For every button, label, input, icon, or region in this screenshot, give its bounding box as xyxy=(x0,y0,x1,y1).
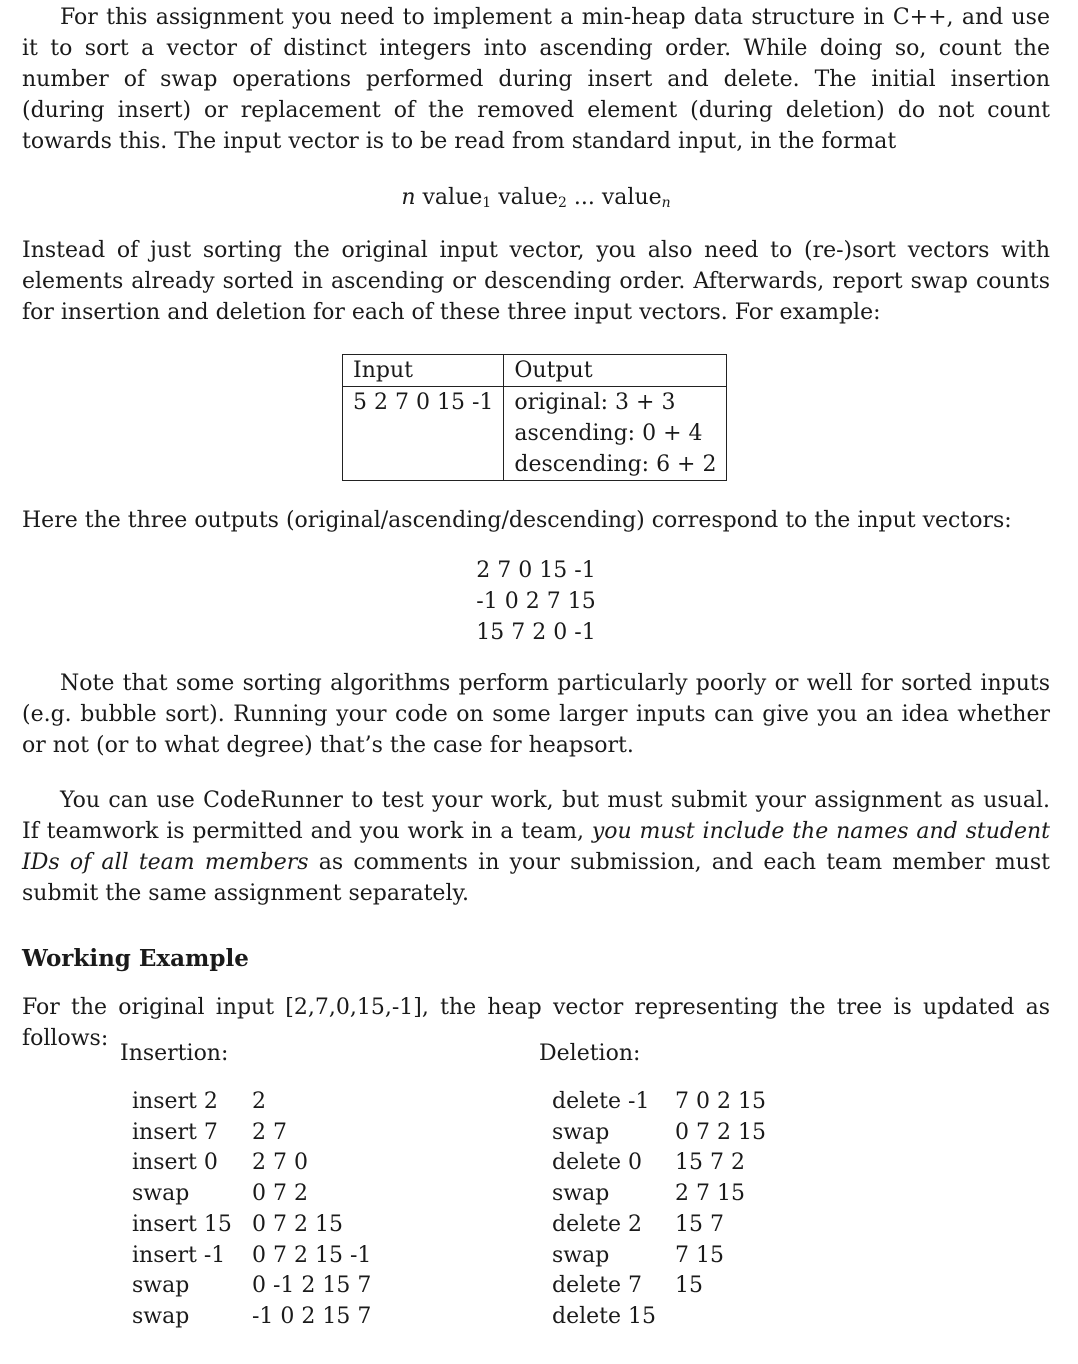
step-op: insert 0 xyxy=(132,1150,218,1176)
step-heap: 0 7 2 xyxy=(252,1181,308,1207)
formula-n: n xyxy=(401,185,416,210)
formula-dots: ... xyxy=(573,185,595,210)
step-heap: 7 15 xyxy=(675,1242,724,1268)
input-header: Input xyxy=(343,355,504,387)
output-original: original: 3 + 3 xyxy=(514,390,676,415)
step-heap: 0 7 2 15 xyxy=(252,1211,343,1237)
insertion-step xyxy=(132,1087,371,1118)
step-heap: 2 xyxy=(252,1089,266,1114)
step-heap: 0 -1 2 15 7 xyxy=(252,1273,372,1299)
formula-value1: value xyxy=(422,185,483,210)
sorted-inputs-paragraph: Instead of just sorting the original input vector, you also need to (re-)sort vectors with elements already sorted in ascending or descending order. Afterwards, report swap counts for insertion and deletion for each of these three input vectors. For example: xyxy=(22,238,1050,325)
input-cell: 5 2 7 0 15 -1 xyxy=(343,387,504,481)
step-heap: 15 xyxy=(675,1273,703,1299)
step-heap: 15 7 2 xyxy=(675,1150,745,1176)
insertion-title: Insertion: xyxy=(120,1041,229,1066)
io-example-table xyxy=(342,354,727,481)
formula-sub1: 1 xyxy=(482,195,492,211)
deletion-step xyxy=(552,1210,766,1241)
output-cell xyxy=(504,387,727,481)
submission-paragraph xyxy=(22,785,1050,909)
insertion-step xyxy=(132,1118,371,1149)
step-heap xyxy=(675,1302,766,1333)
step-op: delete 2 xyxy=(552,1211,643,1237)
working-example-heading: Working Example xyxy=(22,945,249,972)
step-heap: -1 0 2 15 7 xyxy=(252,1303,372,1329)
step-op: swap xyxy=(552,1119,610,1145)
deletion-steps-table xyxy=(552,1087,766,1333)
output-header: Output xyxy=(504,355,727,387)
insertion-step xyxy=(132,1241,371,1272)
formula-valuen: value xyxy=(601,185,662,210)
vector-ascending: -1 0 2 7 15 xyxy=(476,589,596,614)
deletion-step xyxy=(552,1241,766,1272)
output-ascending: ascending: 0 + 4 xyxy=(514,421,703,446)
step-op: delete 7 xyxy=(552,1273,643,1299)
step-heap: 2 7 xyxy=(252,1119,287,1145)
step-op: swap xyxy=(132,1273,190,1299)
insertion-step xyxy=(132,1179,371,1210)
vector-descending: 15 7 2 0 -1 xyxy=(476,620,596,645)
deletion-step xyxy=(552,1148,766,1179)
formula-sub2: 2 xyxy=(557,195,567,211)
step-op: insert 2 xyxy=(132,1089,218,1114)
deletion-step xyxy=(552,1087,766,1118)
deletion-title: Deletion: xyxy=(539,1041,641,1066)
deletion-step xyxy=(552,1302,766,1333)
step-op: insert -1 xyxy=(132,1242,226,1268)
step-op: swap xyxy=(132,1303,190,1329)
vector-original: 2 7 0 15 -1 xyxy=(476,558,596,583)
deletion-step xyxy=(552,1118,766,1149)
step-op: swap xyxy=(552,1181,610,1207)
submission-emphasis: you must include the names and student IDs of all team members xyxy=(22,819,1050,875)
insertion-step xyxy=(132,1302,371,1333)
submission-text-before: You can use CodeRunner to test your work, but must submit your assignment as usual. If teamwork is permitted and you work in a team, xyxy=(22,788,1050,844)
formula-value2: value xyxy=(498,185,558,210)
formula-subn: n xyxy=(661,195,671,211)
step-heap: 0 7 2 15 xyxy=(675,1119,766,1145)
outputs-correspond-paragraph: Here the three outputs (original/ascending/descending) correspond to the input vectors: xyxy=(22,508,1012,533)
step-op: swap xyxy=(132,1181,190,1207)
step-heap: 7 0 2 15 xyxy=(675,1089,766,1114)
insertion-steps-table xyxy=(132,1087,371,1333)
deletion-step xyxy=(552,1271,766,1302)
deletion-step xyxy=(552,1179,766,1210)
insertion-step xyxy=(132,1271,371,1302)
step-op: insert 15 xyxy=(132,1211,232,1237)
insertion-step xyxy=(132,1210,371,1241)
step-heap: 0 7 2 15 -1 xyxy=(252,1242,372,1268)
step-op: insert 7 xyxy=(132,1119,218,1145)
step-op: swap xyxy=(552,1242,610,1268)
step-heap: 15 7 xyxy=(675,1211,724,1237)
input-vectors xyxy=(22,555,1050,648)
output-descending: descending: 6 + 2 xyxy=(514,452,717,477)
note-paragraph: Note that some sorting algorithms perform particularly poorly or well for sorted inputs (e.g. bubble sort). Running your code on some larger inputs can give you an idea whether or not (or to what degree) that’s the case for heapsort. xyxy=(22,671,1050,758)
working-example-intro: For the original input [2,7,0,15,-1], the heap vector representing the tree is updated as follows: xyxy=(22,995,1050,1051)
step-heap: 2 7 15 xyxy=(675,1181,745,1207)
step-heap: 2 7 0 xyxy=(252,1150,308,1176)
intro-paragraph: For this assignment you need to implement a min-heap data structure in C++, and use it to sort a vector of distinct integers into ascending order. While doing so, count the number of swap operations performed during insert and delete. The initial insertion (during insert) or replacement of the removed element (during deletion) do not count towards this. The input vector is to be read from standard input, in the format xyxy=(22,5,1050,154)
step-op: delete -1 xyxy=(552,1089,650,1114)
step-op: delete 15 xyxy=(552,1303,657,1329)
input-format-formula xyxy=(22,182,1050,219)
submission-text-after: as comments in your submission, and each team member must submit the same assignment separately. xyxy=(22,850,1050,906)
insertion-step xyxy=(132,1148,371,1179)
step-op: delete 0 xyxy=(552,1150,643,1176)
